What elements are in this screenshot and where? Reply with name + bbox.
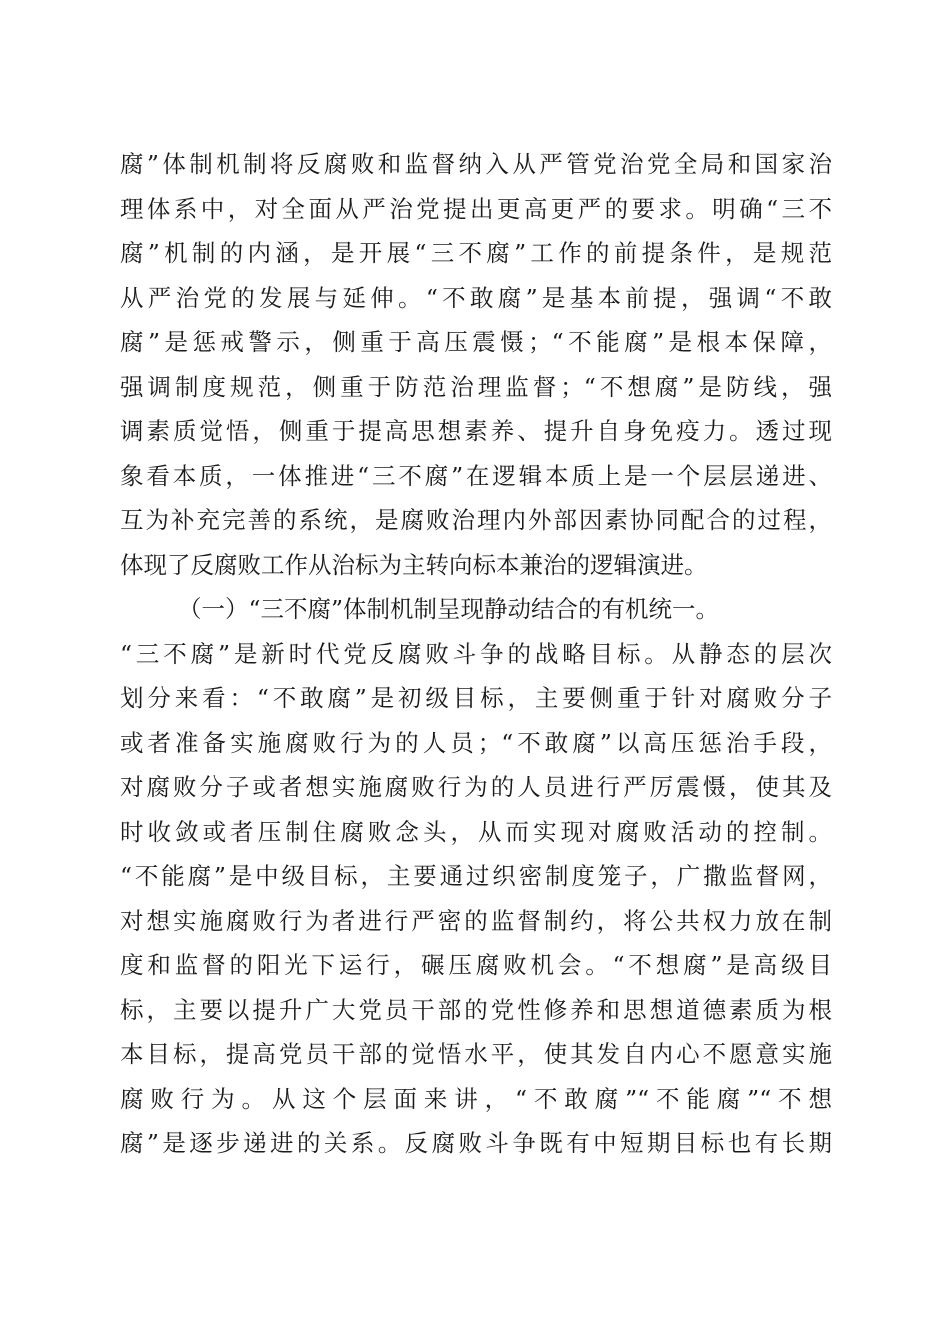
- text-line-12: “三不腐”是新时代党反腐败斗争的战略目标。从静态的层次: [120, 639, 832, 668]
- text-line-17: “不能腐”是中级目标，主要通过织密制度笼子，广撒监督网，: [120, 862, 832, 890]
- text-line-20: 标，主要以提升广大党员干部的党性修养和思想道德素质为根: [120, 995, 832, 1024]
- text-line-21: 本目标，提高党员干部的觉悟水平，使其发自内心不愿意实施: [120, 1040, 832, 1068]
- text-line-4: 从严治党的发展与延伸。“不敢腐”是基本前提，强调“不敢: [120, 283, 832, 312]
- text-line-16: 时收敛或者压制住腐败念头，从而实现对腐败活动的控制。: [120, 817, 832, 846]
- text-line-9: 互为补充完善的系统，是腐败治理内外部因素协同配合的过程，: [120, 506, 832, 534]
- text-line-18: 对想实施腐败行为者进行严密的监督制约，将公共权力放在制: [120, 906, 832, 935]
- text-line-10: 体现了反腐败工作从治标为主转向标本兼治的逻辑演进。: [120, 550, 708, 579]
- text-line-5: 腐”是惩戒警示，侧重于高压震慑；“不能腐”是根本保障，: [120, 328, 832, 356]
- text-line-2: 理体系中，对全面从严治党提出更高更严的要求。明确“三不: [120, 194, 832, 223]
- text-line-14: 或者准备实施腐败行为的人员；“不敢腐”以高压惩治手段，: [120, 728, 832, 757]
- text-line-15: 对腐败分子或者想实施腐败行为的人员进行严厉震慑，使其及: [120, 773, 832, 801]
- text-line-8: 象看本质，一体推进“三不腐”在逻辑本质上是一个层层递进、: [120, 461, 832, 490]
- text-line-7: 调素质觉悟，侧重于提高思想素养、提升自身免疫力。透过现: [120, 417, 832, 445]
- text-line-22: 腐败行为。从这个层面来讲，“不敢腐”“不能腐”“不想: [120, 1084, 832, 1113]
- section-heading: （一）“三不腐”体制机制呈现静动结合的有机统一。: [178, 595, 720, 623]
- body-text: [120, 142, 832, 1166]
- text-line-6: 强调制度规范，侧重于防范治理监督；“不想腐”是防线，强: [120, 372, 832, 401]
- text-line-1: 腐”体制机制将反腐败和监督纳入从严管党治党全局和国家治: [120, 150, 832, 178]
- text-line-3: 腐”机制的内涵，是开展“三不腐”工作的前提条件，是规范: [120, 239, 832, 267]
- text-line-13: 划分来看：“不敢腐”是初级目标，主要侧重于针对腐败分子: [120, 684, 832, 712]
- text-line-23: 腐”是逐步递进的关系。反腐败斗争既有中短期目标也有长期: [120, 1129, 832, 1157]
- text-line-19: 度和监督的阳光下运行，碾压腐败机会。“不想腐”是高级目: [120, 951, 832, 979]
